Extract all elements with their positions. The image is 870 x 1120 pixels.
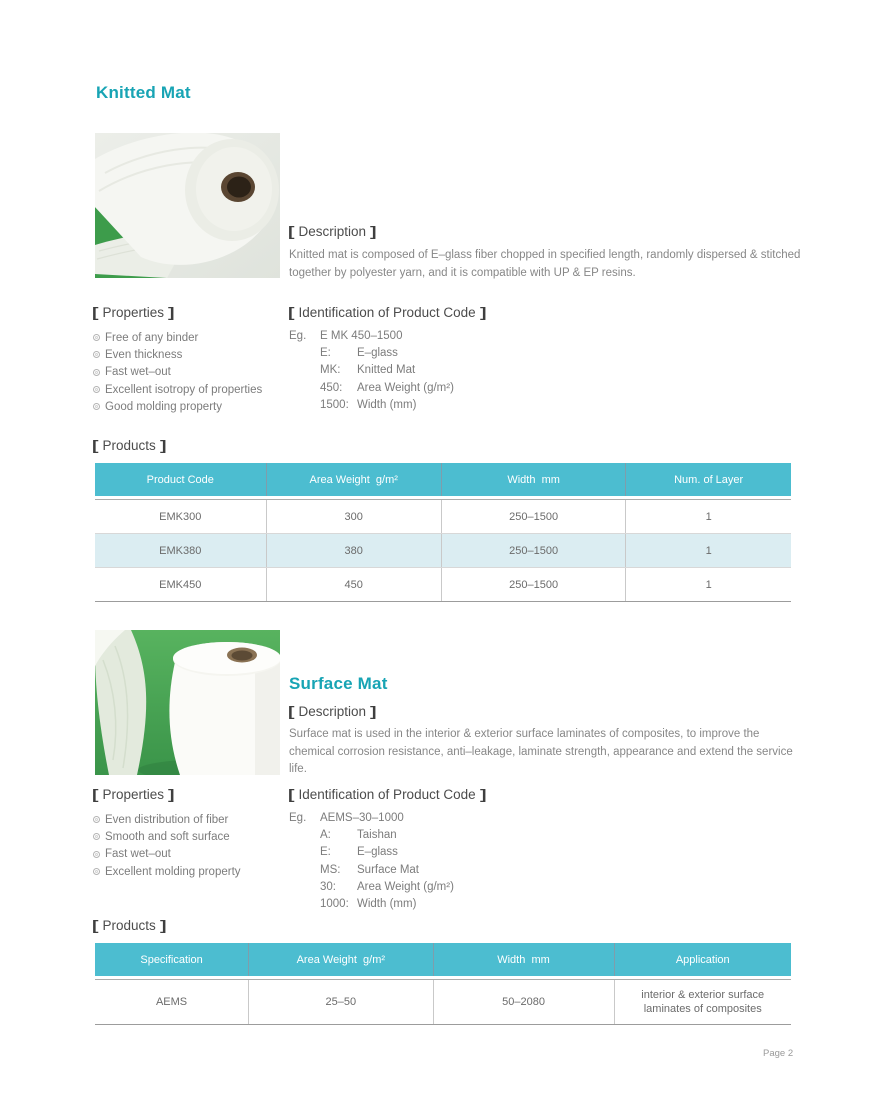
bracket-close: ] [370, 224, 377, 239]
bracket-close: ] [159, 438, 167, 453]
heading-label: Description [298, 224, 367, 239]
property-label: Even thickness [105, 348, 183, 361]
knitted-properties [93, 305, 262, 415]
bracket-open: [ [287, 224, 295, 239]
property-item [93, 329, 262, 346]
table-cell: 450 [266, 568, 441, 601]
code-part-row [289, 896, 485, 913]
bracket-close: ] [168, 305, 175, 320]
property-item [93, 846, 241, 863]
table-header-cell: Application [614, 943, 791, 976]
surface-properties-heading [93, 787, 241, 802]
bracket-close: ] [479, 787, 487, 802]
code-key: 1000: [320, 898, 349, 911]
surface-code-example [289, 810, 485, 913]
surface-products-table [95, 943, 791, 1025]
page-title-surface-mat: Surface Mat [289, 674, 388, 693]
property-label: Free of any binder [105, 331, 199, 344]
knitted-products-table [95, 463, 791, 602]
knitted-identification-heading [289, 305, 485, 320]
code-key: MK: [320, 364, 341, 377]
code-part-row [289, 844, 485, 861]
table-header-row [95, 943, 791, 976]
surface-products-heading [93, 918, 165, 933]
surface-identification [289, 787, 485, 913]
property-item [93, 863, 241, 880]
surface-mat-photo [95, 630, 280, 775]
table-header-cell: Product Code [146, 473, 214, 486]
table-row [95, 500, 791, 534]
property-item [93, 398, 262, 415]
table-cell: 300 [266, 500, 441, 533]
table-row [95, 568, 791, 602]
table-header-cell: Num. of Layer [625, 463, 791, 496]
code-value: E–glass [357, 846, 398, 859]
table-header-cell: Width mm [433, 943, 614, 976]
knitted-code-example [289, 328, 485, 414]
heading-label: Products [102, 918, 156, 933]
table-header-cell: Area Weight g/m² [266, 463, 441, 496]
code-example-row [289, 810, 485, 827]
property-label: Smooth and soft surface [105, 830, 230, 843]
heading-label: Products [102, 438, 156, 453]
code-part-row [289, 827, 485, 844]
property-label: Excellent molding property [105, 865, 241, 878]
page-number: Page 2 [763, 1048, 794, 1059]
heading-label: Properties [102, 305, 165, 320]
bracket-open: [ [287, 305, 295, 320]
knitted-products-heading [93, 438, 165, 453]
code-part-row [289, 397, 485, 414]
code-value: Width (mm) [357, 398, 417, 411]
table-cell: 250–1500 [441, 500, 625, 533]
code-value: Taishan [357, 829, 397, 842]
bracket-open: [ [287, 704, 295, 719]
example-label: Eg. [289, 812, 307, 824]
bracket-open: [ [91, 438, 99, 453]
bracket-open: [ [287, 787, 295, 802]
table-header-cell: Width mm [441, 463, 625, 496]
bracket-close: ] [370, 704, 377, 719]
property-item [93, 381, 262, 398]
property-label: Excellent isotropy of properties [105, 383, 263, 396]
knitted-description-text: Knitted mat is composed of E–glass fiber chopped in specified length, randomly dispersed & stitched together by polyester yarn, and it is compatible with UP & EP resins. [289, 249, 801, 279]
surface-identification-heading [289, 787, 485, 802]
table-header-cell: Area Weight g/m² [248, 943, 432, 976]
table-cell: 1 [625, 534, 791, 567]
bracket-open: [ [91, 305, 99, 320]
table-body [95, 499, 791, 602]
table-cell: EMK300 [159, 510, 202, 523]
property-item [93, 364, 262, 381]
table-cell: 380 [266, 534, 441, 567]
table-row-highlighted [95, 534, 791, 568]
surface-description-heading [289, 704, 376, 719]
code-part-row [289, 345, 485, 362]
code-part-row [289, 862, 485, 879]
property-item [93, 828, 241, 845]
ring-bullet-icon [93, 403, 100, 410]
code-part-row [289, 879, 485, 896]
table-cell: 250–1500 [441, 568, 625, 601]
table-cell: AEMS [155, 996, 188, 1008]
knitted-properties-heading [93, 305, 262, 320]
table-header-cell: Specification [140, 953, 203, 966]
table-row [95, 980, 791, 1025]
example-label: Eg. [289, 330, 307, 342]
code-value: E–glass [357, 347, 398, 360]
knitted-mat-photo [95, 133, 280, 278]
property-item [93, 346, 262, 363]
code-key: E: [320, 347, 331, 360]
knitted-properties-list [93, 329, 262, 415]
surface-properties [93, 787, 241, 880]
code-part-row [289, 362, 485, 379]
property-label: Even distribution of fiber [105, 813, 229, 826]
code-key: 30: [320, 880, 336, 893]
code-part-row [289, 380, 485, 397]
heading-label: Identification of Product Code [298, 305, 476, 320]
property-label: Fast wet–out [105, 366, 171, 379]
knitted-mat-photo-graphic [95, 133, 280, 278]
table-cell: 1 [625, 568, 791, 601]
property-item [93, 811, 241, 828]
table-cell: 50–2080 [433, 980, 614, 1024]
ring-bullet-icon [93, 816, 100, 823]
ring-bullet-icon [93, 833, 100, 840]
knitted-description-heading [289, 224, 376, 239]
code-value: Width (mm) [357, 898, 417, 911]
surface-mat-photo-graphic [95, 630, 280, 775]
code-key: 1500: [320, 398, 349, 411]
table-cell: 250–1500 [441, 534, 625, 567]
ring-bullet-icon [93, 868, 100, 875]
code-key: 450: [320, 381, 343, 394]
example-code: AEMS–30–1000 [320, 812, 404, 824]
bracket-close: ] [168, 787, 175, 802]
code-value: Area Weight (g/m²) [357, 880, 454, 893]
ring-bullet-icon [93, 851, 100, 858]
property-label: Good molding property [105, 400, 222, 413]
ring-bullet-icon [93, 351, 100, 358]
table-cell: 25–50 [248, 980, 432, 1024]
ring-bullet-icon [93, 369, 100, 376]
code-value: Knitted Mat [357, 364, 416, 377]
code-example-row [289, 328, 485, 345]
ring-bullet-icon [93, 386, 100, 393]
surface-description-text: Surface mat is used in the interior & exterior surface laminates of composites, to improve the chemical corrosion resistance, anti–leakage, laminate strength, appearance and extend the service life. [289, 728, 793, 775]
page-title-knitted-mat: Knitted Mat [96, 83, 191, 102]
bracket-open: [ [91, 918, 99, 933]
example-code: E MK 450–1500 [320, 330, 403, 342]
heading-label: Description [298, 704, 367, 719]
code-value: Surface Mat [357, 863, 419, 876]
bracket-open: [ [91, 787, 99, 802]
heading-label: Properties [102, 787, 165, 802]
code-value: Area Weight (g/m²) [357, 381, 454, 394]
surface-properties-list [93, 811, 241, 880]
table-cell: EMK380 [159, 544, 202, 557]
code-key: A: [320, 829, 331, 842]
property-label: Fast wet–out [105, 848, 171, 861]
heading-label: Identification of Product Code [298, 787, 476, 802]
table-body [95, 979, 791, 1025]
table-cell: interior & exterior surface laminates of composites [614, 980, 791, 1024]
ring-bullet-icon [93, 334, 100, 341]
bracket-close: ] [159, 918, 167, 933]
code-key: E: [320, 846, 331, 859]
bracket-close: ] [479, 305, 487, 320]
code-key: MS: [320, 863, 341, 876]
table-cell: 1 [625, 500, 791, 533]
table-header-row [95, 463, 791, 496]
knitted-identification [289, 305, 485, 414]
table-cell: EMK450 [159, 578, 202, 591]
